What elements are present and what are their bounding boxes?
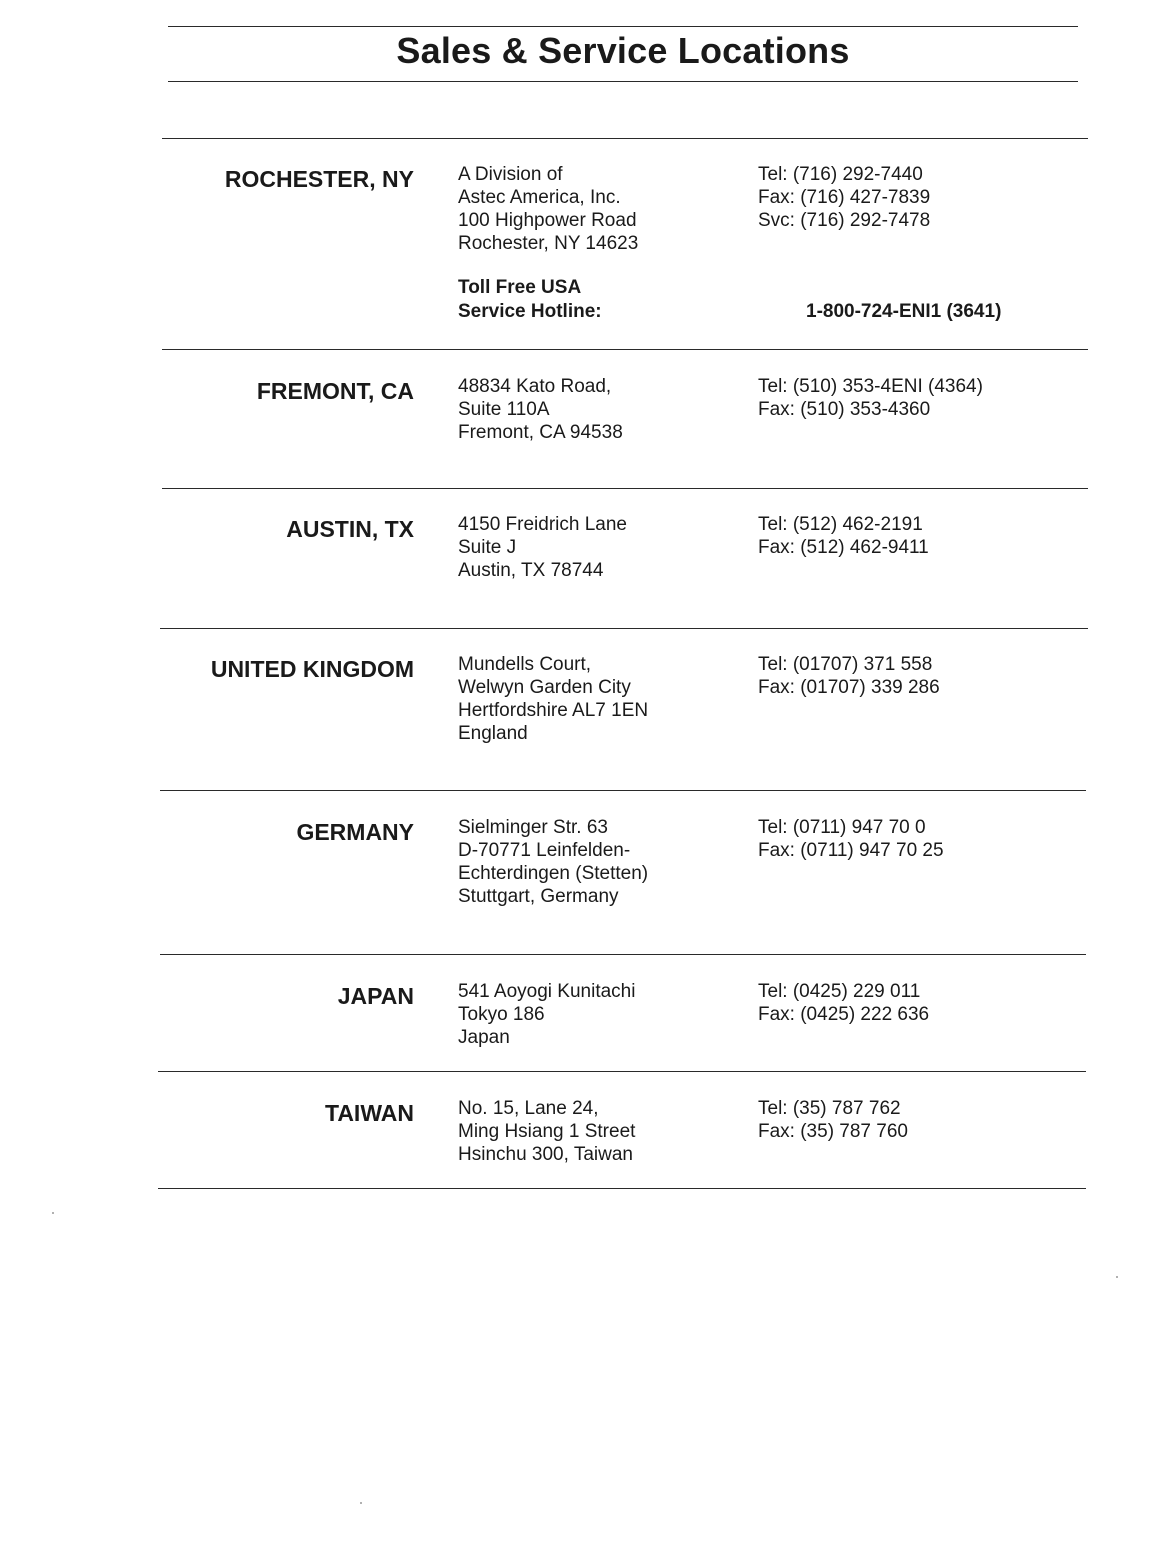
section-divider	[162, 349, 1088, 350]
location-address	[458, 1097, 635, 1166]
address-line: A Division of	[458, 164, 563, 185]
phone-line: Tel: (716) 292-7440	[758, 164, 923, 185]
location-phones	[758, 653, 940, 699]
phone-line: Fax: (0711) 947 70 25	[758, 840, 944, 861]
location-address	[458, 375, 623, 444]
address-line: Mundells Court,	[458, 654, 592, 675]
location-city: ROCHESTER, NY	[224, 166, 414, 192]
location-phones	[758, 375, 983, 421]
section-divider	[162, 488, 1088, 489]
location-city: UNITED KINGDOM	[210, 656, 414, 682]
phone-line: Tel: (512) 462-2191	[758, 514, 923, 535]
location-phones	[758, 980, 929, 1026]
phone-line: Tel: (0711) 947 70 0	[758, 817, 926, 838]
location-city: TAIWAN	[324, 1100, 414, 1126]
toll-free-label-line: Service Hotline:	[458, 301, 602, 322]
phone-line: Fax: (716) 427-7839	[758, 187, 931, 208]
location-address	[458, 816, 648, 908]
address-line: Sielminger Str. 63	[458, 817, 608, 838]
phone-line: Fax: (510) 353-4360	[758, 399, 931, 420]
address-line: Rochester, NY 14623	[458, 233, 639, 254]
address-line: 100 Highpower Road	[458, 210, 637, 231]
address-line: Astec America, Inc.	[458, 187, 621, 208]
section-divider	[158, 1188, 1086, 1189]
address-line: Hertfordshire AL7 1EN	[458, 700, 649, 721]
location-phones	[758, 513, 929, 559]
address-line: Suite 110A	[458, 399, 550, 420]
section-divider	[158, 1071, 1086, 1072]
section-divider	[162, 138, 1088, 139]
location-phones	[758, 1097, 908, 1143]
address-line: Austin, TX 78744	[458, 560, 604, 581]
address-line: England	[458, 723, 528, 744]
address-line: Hsinchu 300, Taiwan	[458, 1144, 633, 1165]
address-line: 4150 Freidrich Lane	[458, 514, 627, 535]
section-divider	[160, 790, 1086, 791]
address-line: Echterdingen (Stetten)	[458, 863, 649, 884]
location-address	[458, 653, 648, 745]
phone-line: Tel: (35) 787 762	[758, 1098, 901, 1119]
phone-line: Fax: (0425) 222 636	[758, 1004, 930, 1025]
address-line: Welwyn Garden City	[458, 677, 631, 698]
title-bottom-rule	[168, 81, 1078, 82]
phone-line: Svc: (716) 292-7478	[758, 210, 931, 231]
location-phones	[758, 163, 930, 232]
address-line: 541 Aoyogi Kunitachi	[458, 981, 636, 1002]
location-city: FREMONT, CA	[256, 378, 414, 404]
address-line: Ming Hsiang 1 Street	[458, 1121, 636, 1142]
phone-line: Tel: (0425) 229 011	[758, 981, 921, 1002]
location-address	[458, 980, 635, 1049]
page-title: Sales & Service Locations	[396, 30, 850, 71]
address-line: Tokyo 186	[458, 1004, 545, 1025]
location-address	[458, 163, 638, 255]
phone-line: Fax: (01707) 339 286	[758, 677, 940, 698]
address-line: Japan	[458, 1027, 510, 1048]
toll-free-number: 1-800-724-ENI1 (3641)	[806, 301, 1002, 322]
section-divider	[160, 628, 1088, 629]
location-city: GERMANY	[296, 819, 414, 845]
section-divider	[160, 954, 1086, 955]
address-line: Fremont, CA 94538	[458, 422, 623, 443]
phone-line: Tel: (01707) 371 558	[758, 654, 933, 675]
location-city: AUSTIN, TX	[286, 516, 414, 542]
scan-speck	[360, 1502, 362, 1504]
address-line: No. 15, Lane 24,	[458, 1098, 599, 1119]
toll-free-label	[458, 276, 602, 324]
location-phones	[758, 816, 944, 862]
address-line: D-70771 Leinfelden-	[458, 840, 631, 861]
title-top-rule	[168, 26, 1078, 27]
phone-line: Fax: (35) 787 760	[758, 1121, 908, 1142]
scan-speck	[52, 1212, 54, 1214]
phone-line: Fax: (512) 462-9411	[758, 537, 929, 558]
scan-speck	[1116, 1276, 1118, 1278]
address-line: 48834 Kato Road,	[458, 376, 612, 397]
location-address	[458, 513, 627, 582]
address-line: Stuttgart, Germany	[458, 886, 619, 907]
toll-free-label-line: Toll Free USA	[458, 277, 582, 298]
phone-line: Tel: (510) 353-4ENI (4364)	[758, 376, 983, 397]
location-city: JAPAN	[337, 983, 414, 1009]
address-line: Suite J	[458, 537, 517, 558]
